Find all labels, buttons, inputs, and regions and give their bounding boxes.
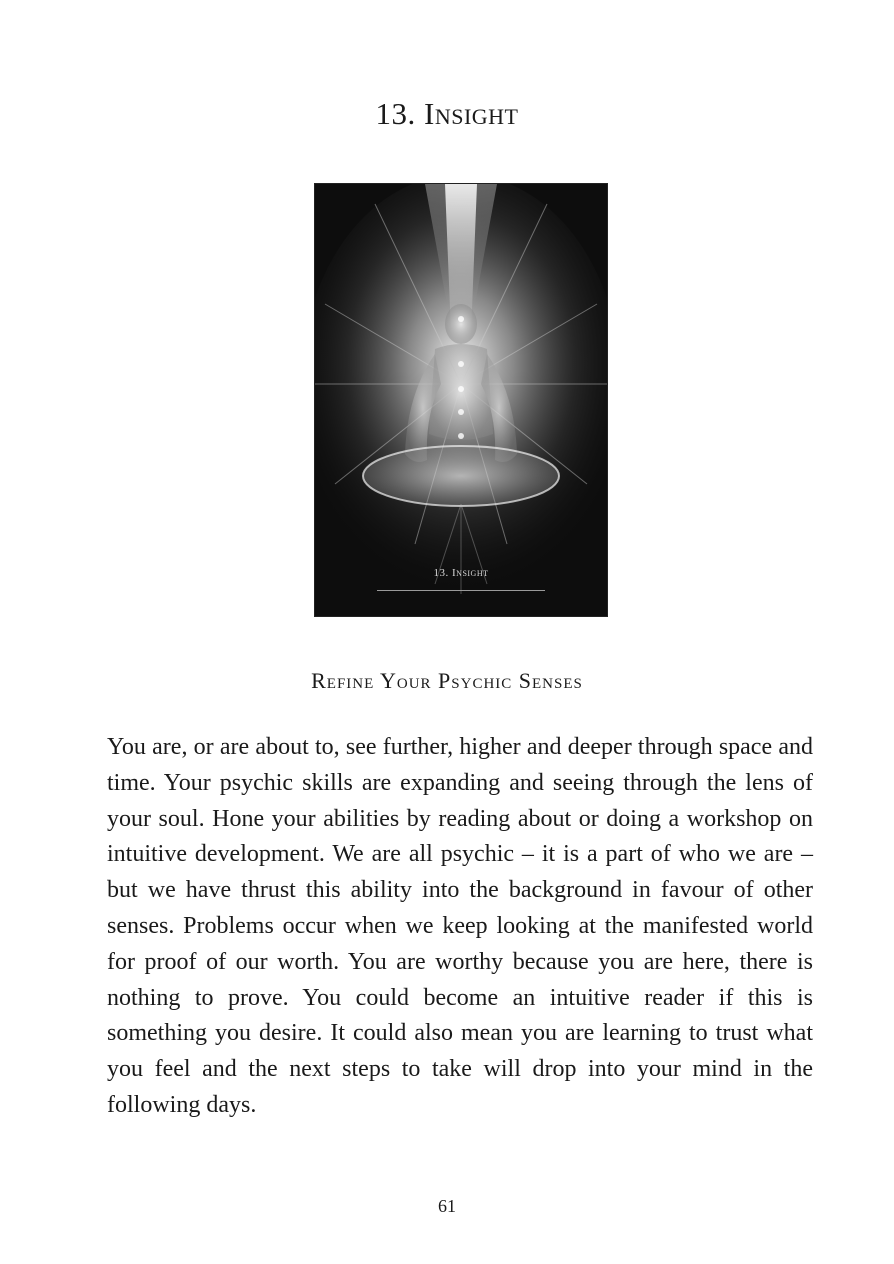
body-paragraph: You are, or are about to, see further, higher and deeper through space and time. Your psychic skills are expanding and seeing through the lens of your soul. Hone your abilities by reading about or doing a workshop on intuitive development. We are all psychic – it is a part of who we are – but we have thrust this ability into the background in favour of other senses. Problems occur when we keep looking at the manifested world for proof of our worth. You are worthy because you are here, there is nothing to prove. You could become an intuitive reader if this is something you desire. It could also mean you are learning to trust what you feel and the next steps to take will drop into your mind in the following days. xyxy=(107,734,813,1118)
page-title: 13. Insight xyxy=(375,96,519,131)
meditating-figure-illustration xyxy=(315,184,607,616)
card-caption: 13. Insight xyxy=(433,567,489,579)
oracle-card-image xyxy=(314,183,608,617)
card-caption-underline xyxy=(377,590,545,591)
page-number: 61 xyxy=(438,1196,456,1216)
section-subtitle: Refine Your Psychic Senses xyxy=(311,668,583,693)
